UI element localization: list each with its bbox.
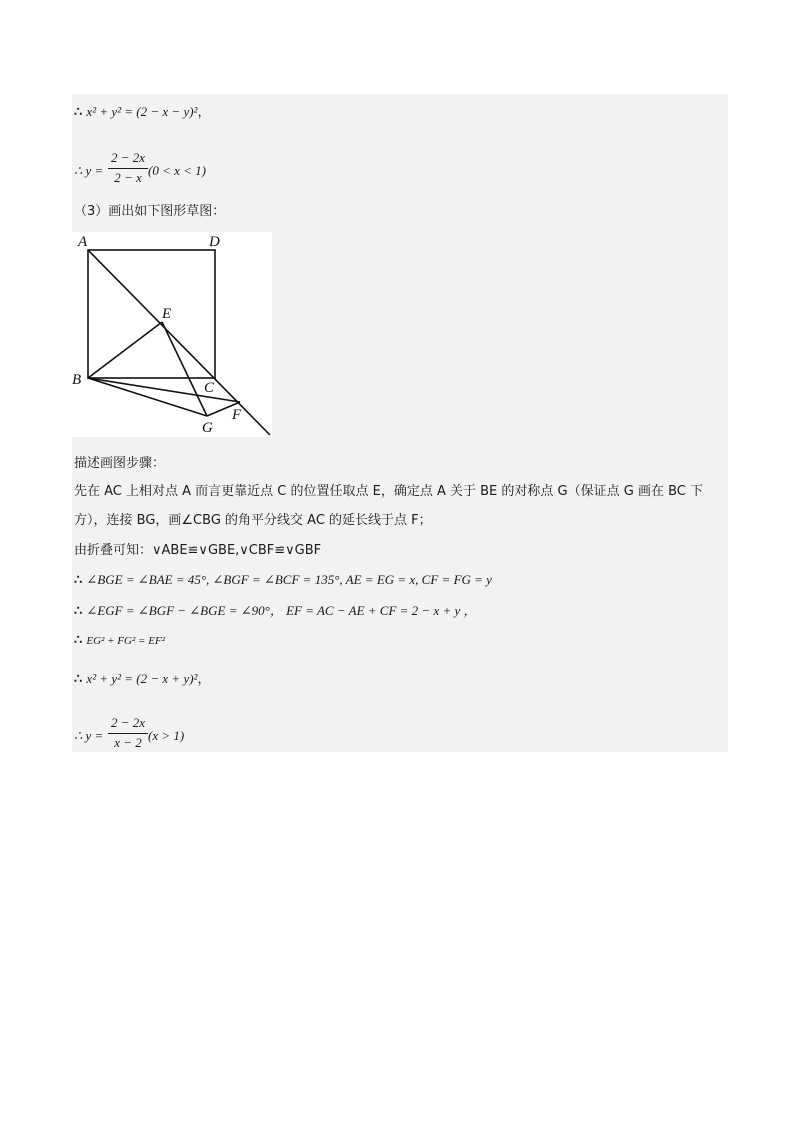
egf-line <box>74 602 477 621</box>
segment-eg <box>162 322 207 416</box>
equation-prefix: ∴ y = <box>74 163 104 178</box>
equation-text: x² + y² = (2 − x − y)² <box>86 104 198 119</box>
squared-line <box>74 670 210 689</box>
punctuation: ， <box>197 105 211 120</box>
step3-title: （3）画出如下图形草图： <box>74 204 226 219</box>
figure-svg <box>72 232 272 437</box>
label-f: F <box>232 407 242 423</box>
fraction-1 <box>108 150 148 188</box>
therefore-symbol: ∴ <box>74 672 83 687</box>
steps-paragraph-line2: 方），连接 BG，画∠CBG 的角平分线交 AC 的延长线于点 F； <box>74 513 432 528</box>
segment-be <box>88 322 162 378</box>
label-e: E <box>162 306 172 322</box>
segment-bg <box>88 378 207 416</box>
therefore-symbol: ∴ <box>74 604 83 619</box>
therefore-symbol: ∴ <box>74 105 83 120</box>
final-condition: (x > 1) <box>148 728 185 743</box>
fraction-denominator: x − 2 <box>114 735 142 750</box>
fraction-numerator: 2 − 2x <box>110 150 146 165</box>
label-g: G <box>202 420 213 436</box>
equation-line-1 <box>74 103 210 122</box>
describe-title: 描述画图步骤： <box>74 456 166 471</box>
fraction-denominator: 2 − x <box>114 170 142 185</box>
label-c: C <box>204 380 215 396</box>
pythagoras-line <box>74 632 165 650</box>
equation-line-2 <box>74 162 103 181</box>
fold-congruence-line: 由折叠可知：∨ABE≌∨GBE,∨CBF≌∨GBF <box>74 543 322 558</box>
equation-prefix: ∴ y = <box>74 728 104 743</box>
punctuation: ， <box>197 672 211 687</box>
steps-paragraph-line1: 先在 AC 上相对点 A 而言更靠近点 C 的位置任取点 E，确定点 A 关于 BE 的对称点 G（保证点 G 画在 BC 下 <box>74 484 703 499</box>
condition-text: (0 < x < 1) <box>148 163 206 178</box>
therefore-symbol: ∴ <box>74 633 83 648</box>
angles-equation: ∠BGE = ∠BAE = 45°, ∠BGF = ∠BCF = 135°, AE = EG = x, CF = FG = y <box>86 572 492 587</box>
egf-equation: ∠EGF = ∠BGF − ∠BGE = ∠90°， EF = AC − AE + CF = 2 − x + y ， <box>86 603 477 618</box>
angles-line <box>74 571 492 590</box>
geometry-figure <box>72 232 272 437</box>
label-b: B <box>72 372 82 388</box>
fraction-bar <box>108 168 148 169</box>
fraction-numerator: 2 − 2x <box>110 715 146 730</box>
therefore-symbol: ∴ <box>74 573 83 588</box>
final-equation-line <box>74 727 103 746</box>
fraction-2 <box>108 715 148 753</box>
label-d: D <box>209 234 220 250</box>
fraction-bar <box>108 733 148 734</box>
label-a: A <box>78 234 88 250</box>
pythagoras-equation: EG² + FG² = EF² <box>86 635 165 647</box>
squared-equation: x² + y² = (2 − x + y)² <box>86 671 198 686</box>
